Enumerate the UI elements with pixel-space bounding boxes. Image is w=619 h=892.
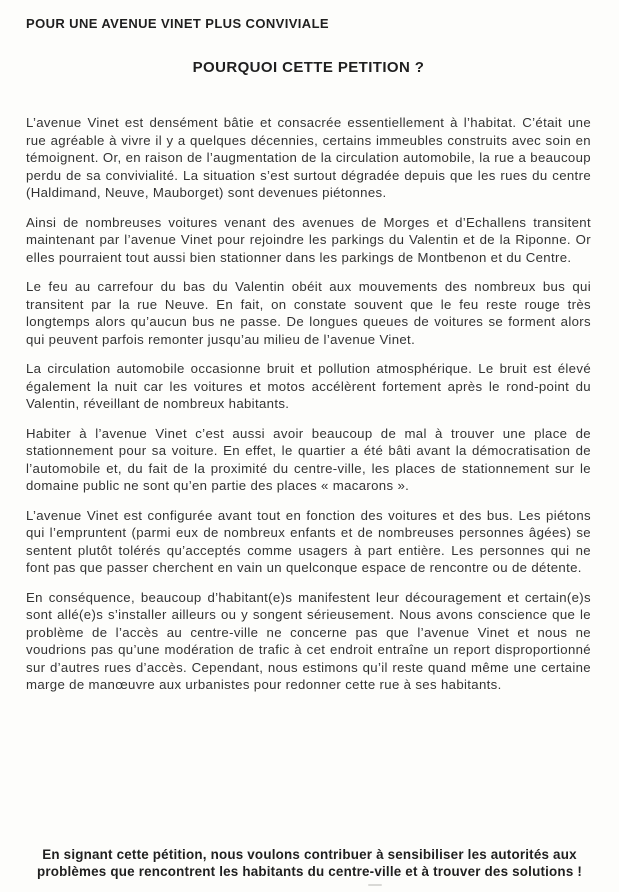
paragraph-consequence: En conséquence, beaucoup d’habitant(e)s manifestent leur découragement et certain(e)s sont allé(e)s s’installer ailleurs ou y songent sérieusement. Nous avons conscience que le problème de l’accès au centre-ville ne concerne pas que l’avenue Vinet et nous ne voudrions pas qu’une modération de trafic à cet endroit entraîne un report disproportionné sur d’autres rues d’accès. Cependant, nous estimons qu’il reste quand même une certaine marge de manœuvre aux urbanistes pour redonner cette rue à ses habitants. xyxy=(26,589,591,692)
document-body xyxy=(26,114,591,694)
scan-artifact xyxy=(368,884,382,886)
paragraph-transit-voitures: Ainsi de nombreuses voitures venant des avenues de Morges et d’Echallens transitent maintenant par l’avenue Vinet pour rejoindre les parkings du Valentin et de la Riponne. Or elles pourraient tout aussi bien stationner dans les parkings de Montbenon et du Centre. xyxy=(26,214,591,265)
signature-call-to-action: En signant cette pétition, nous voulons contribuer à sensibiliser les autorités aux problèmes que rencontrent les habitants du centre-ville et à trouver des solutions ! xyxy=(36,847,583,879)
paragraph-habitat: L’avenue Vinet est densément bâtie et consacrée essentiellement à l’habitat. C’était une rue agréable à vivre il y a quelques décennies, certains immeubles construits avec soin en témoignent. Or, en raison de l’augmentation de la circulation automobile, la rue a beaucoup perdu de sa convivialité. La situation s’est surtout dégradée depuis que les rues du centre (Haldimand, Neuve, Mauborget) sont devenues piétonnes. xyxy=(26,115,591,200)
document-header: POUR UNE AVENUE VINET PLUS CONVIVIALE xyxy=(26,16,330,31)
paragraph-feu-valentin: Le feu au carrefour du bas du Valentin obéit aux mouvements des nombreux bus qui transitent par la rue Neuve. En fait, on constate souvent que le feu reste rouge très longtemps alors qu’aucun bus ne passe. De longues queues de voitures se forment alors qui peuvent parfois remonter jusqu’au milieu de l’avenue Vinet. xyxy=(26,279,591,347)
paragraph-pietons: L’avenue Vinet est configurée avant tout en fonction des voitures et des bus. Les piétons qui l’empruntent (parmi eux de nombreux enfants et de nombreuses personnes âgées) se sentent plutôt tolérés qu’acceptés comme usagers à part entière. Les personnes qui ne font pas que passer cherchent en vain un quelconque espace de rencontre ou de détente. xyxy=(26,507,591,575)
paragraph-bruit-pollution: La circulation automobile occasionne bruit et pollution atmosphérique. Le bruit est élevé également la nuit car les voitures et motos accélèrent fortement après le rond-point du Valentin, réveillant de nombreux habitants. xyxy=(26,361,591,411)
page-title: POURQUOI CETTE PETITION ? xyxy=(192,59,425,76)
paragraph-stationnement: Habiter à l’avenue Vinet c’est aussi avoir beaucoup de mal à trouver une place de stationnement pour sa voiture. En effet, le quartier a été bâti avant la démocratisation de l’automobile et, du fait de la proximité du centre-ville, les places de stationnement sur le domaine public ne sont qu’en partie des places « macarons ». xyxy=(26,425,591,493)
